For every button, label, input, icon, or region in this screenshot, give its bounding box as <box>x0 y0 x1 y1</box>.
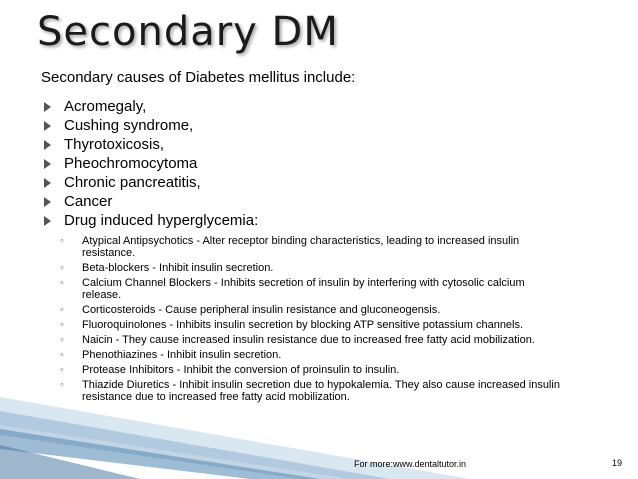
drug-item <box>60 235 565 259</box>
triangle-bullet-icon <box>44 197 51 207</box>
ring-bullet-icon: ◦ <box>60 334 64 346</box>
cause-item <box>44 135 258 154</box>
ring-bullet-icon: ◦ <box>60 319 64 331</box>
drug-text: Naicin - They cause increased insulin resistance due to increased free fatty acid mobilization. <box>82 334 535 346</box>
footer-credit: For more:www.dentaltutor.in <box>354 459 467 469</box>
cause-item <box>44 154 258 173</box>
ring-bullet-icon: ◦ <box>60 379 64 391</box>
triangle-bullet-icon <box>44 140 51 150</box>
drug-text: Thiazide Diuretics - Inhibit insulin secretion due to hypokalemia. They also cause increased insulin resistance due to increased free fatty acid mobilization. <box>82 379 560 403</box>
causes-list <box>44 97 258 230</box>
drug-text: Beta-blockers - Inhibit insulin secretion. <box>82 262 274 274</box>
drug-item <box>60 304 565 316</box>
cause-item <box>44 211 258 230</box>
cause-text: Drug induced hyperglycemia: <box>64 212 259 229</box>
drug-item <box>60 334 565 346</box>
drug-item <box>60 262 565 274</box>
ring-bullet-icon: ◦ <box>60 277 64 289</box>
drug-text: Protease Inhibitors - Inhibit the conversion of proinsulin to insulin. <box>82 364 400 376</box>
drug-item <box>60 277 565 301</box>
page-number: 19 <box>612 458 623 468</box>
intro-text: Secondary causes of Diabetes mellitus include: <box>41 69 356 86</box>
triangle-bullet-icon <box>44 121 51 131</box>
triangle-bullet-icon <box>44 216 51 226</box>
ring-bullet-icon: ◦ <box>60 364 64 376</box>
cause-text: Acromegaly, <box>64 98 147 115</box>
drug-text: Corticosteroids - Cause peripheral insulin resistance and gluconeogensis. <box>82 304 441 316</box>
drug-item <box>60 349 565 361</box>
drug-text: Phenothiazines - Inhibit insulin secretion. <box>82 349 282 361</box>
drug-text: Atypical Antipsychotics - Alter receptor binding characteristics, leading to increased insulin resistance. <box>82 235 520 259</box>
corner-stripe-decoration <box>0 389 638 479</box>
cause-text: Thyrotoxicosis, <box>64 136 165 153</box>
cause-item <box>44 173 258 192</box>
drug-item <box>60 319 565 331</box>
ring-bullet-icon: ◦ <box>60 304 64 316</box>
cause-text: Cancer <box>64 193 113 210</box>
cause-text: Cushing syndrome, <box>64 117 194 134</box>
ring-bullet-icon: ◦ <box>60 262 64 274</box>
ring-bullet-icon: ◦ <box>60 349 64 361</box>
cause-text: Chronic pancreatitis, <box>64 174 201 191</box>
drug-text: Calcium Channel Blockers - Inhibits secretion of insulin by interfering with cytosolic calcium release. <box>82 277 525 301</box>
drug-item <box>60 364 565 376</box>
cause-text: Pheochromocytoma <box>64 155 198 172</box>
drug-text: Fluoroquinolones - Inhibits insulin secretion by blocking ATP sensitive potassium channels. <box>82 319 524 331</box>
slide-title: Secondary DM <box>37 9 339 55</box>
triangle-bullet-icon <box>44 178 51 188</box>
triangle-bullet-icon <box>44 102 51 112</box>
triangle-bullet-icon <box>44 159 51 169</box>
ring-bullet-icon: ◦ <box>60 235 64 247</box>
cause-item <box>44 192 258 211</box>
drug-list <box>60 235 565 406</box>
cause-item <box>44 116 258 135</box>
cause-item <box>44 97 258 116</box>
